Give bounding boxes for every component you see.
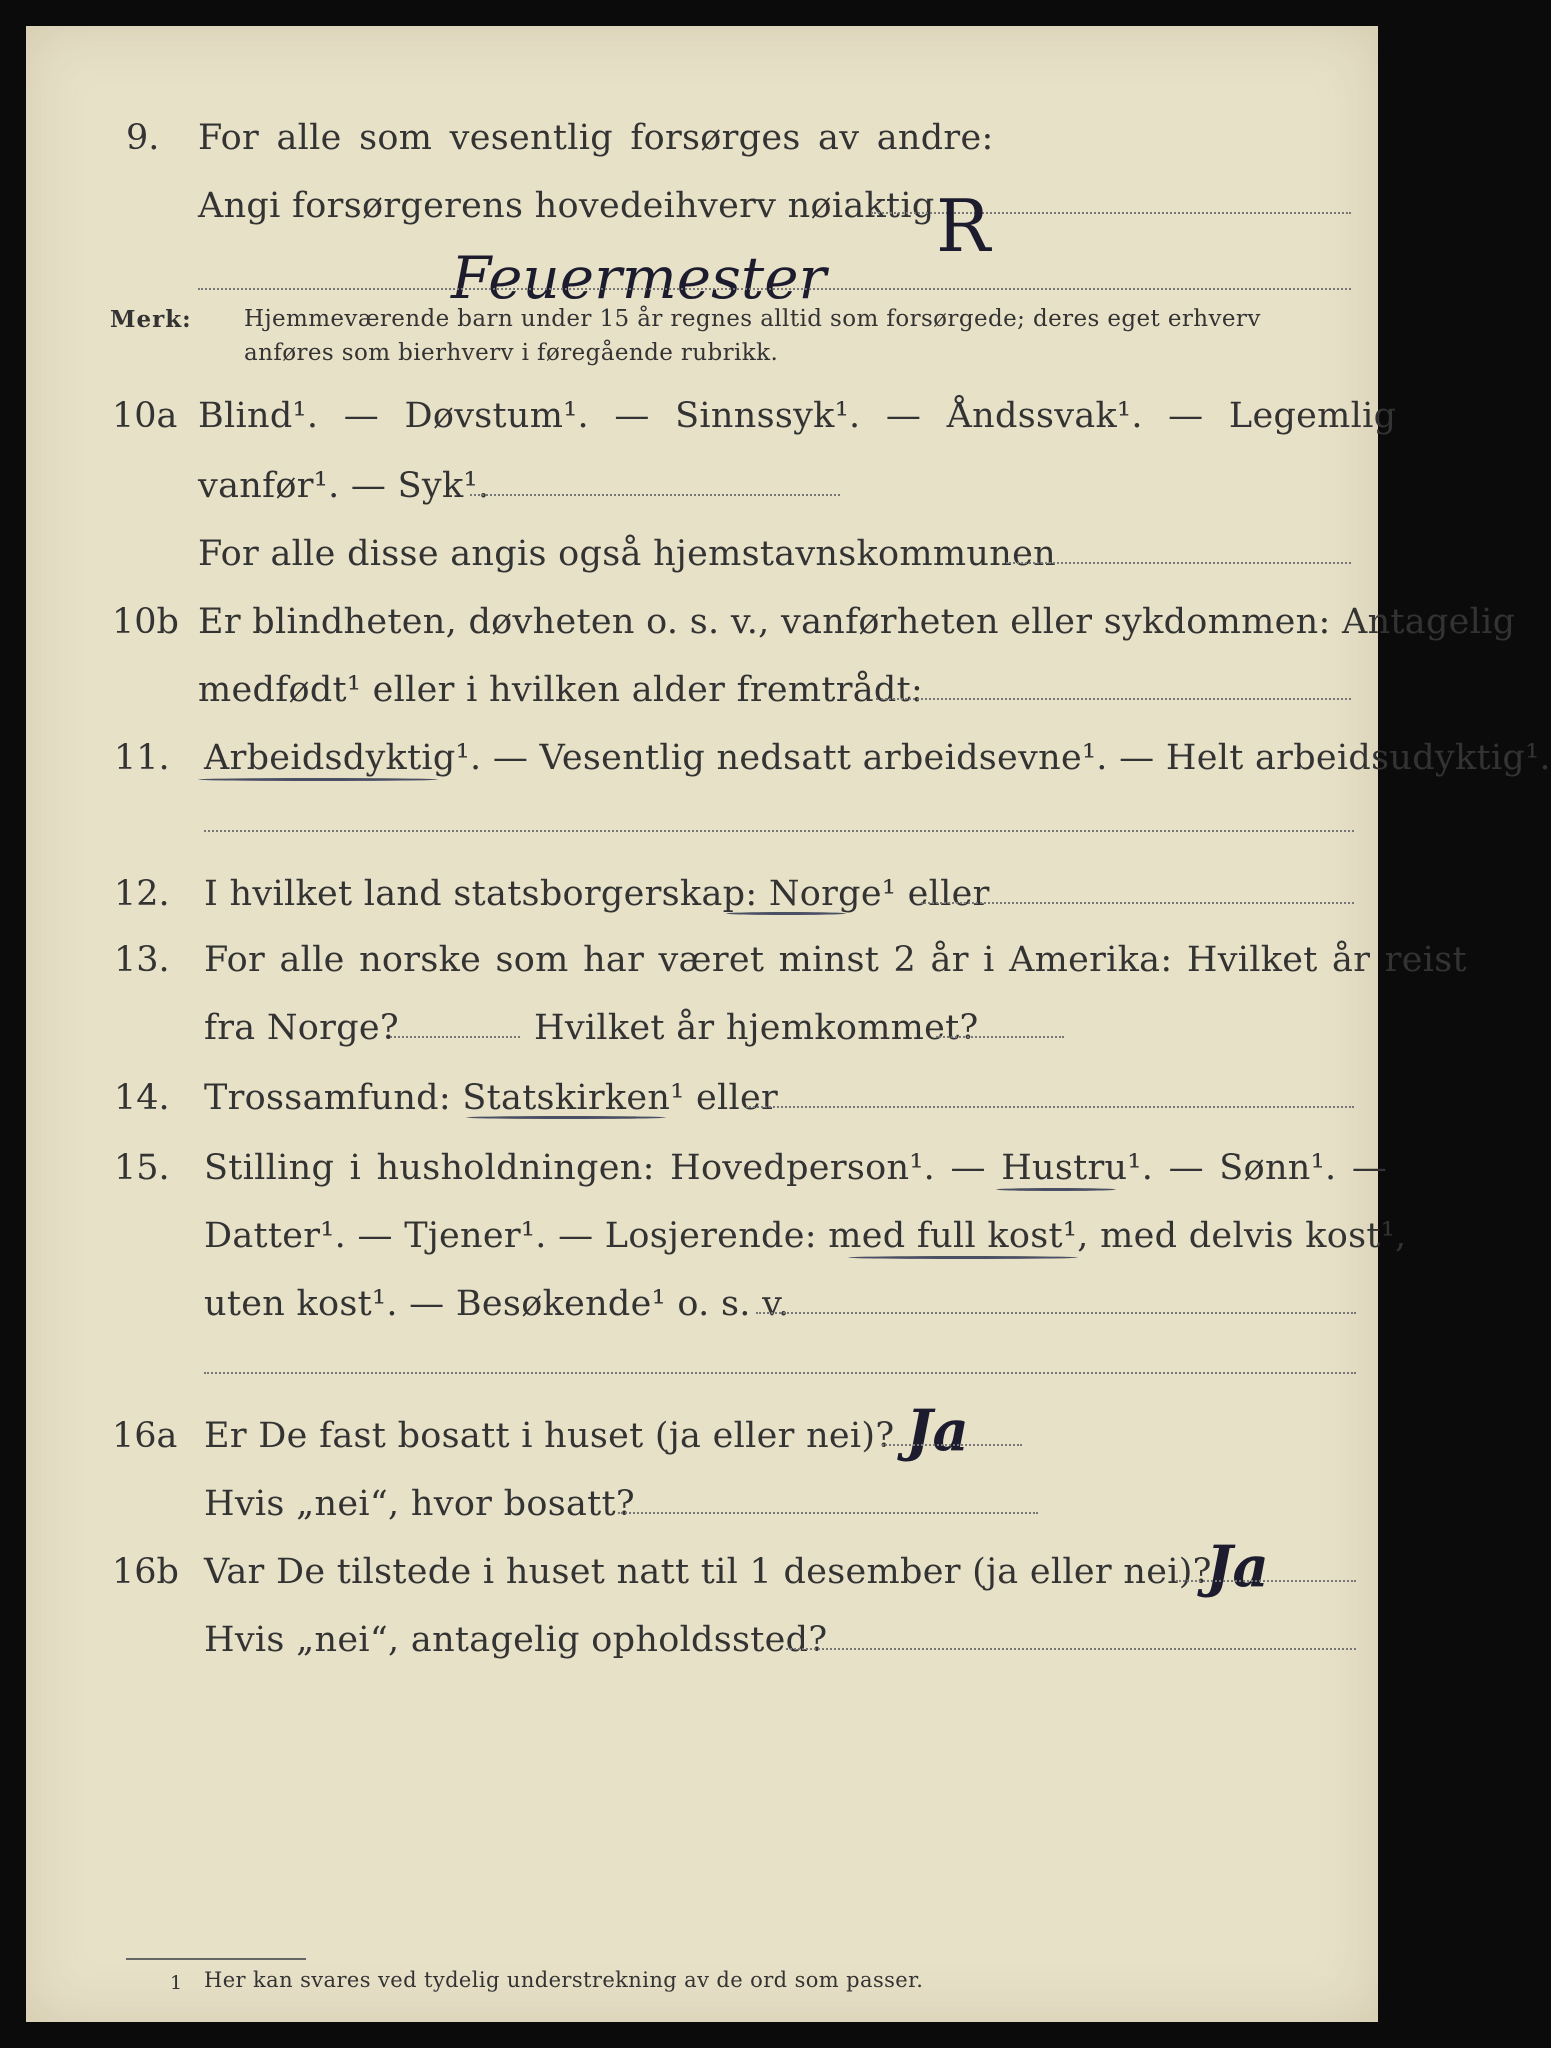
q15-answer-line <box>204 1372 1356 1374</box>
q11-underline-arbeidsdyktig <box>198 778 438 781</box>
q15-line2: Datter¹. — Tjener¹. — Losjerende: med full kost¹, med delvis kost¹, <box>204 1216 1407 1256</box>
q10a-line2: vanfør¹. — Syk¹. <box>198 466 490 506</box>
footnote-rule <box>126 1958 306 1960</box>
q12-underline-norge <box>726 912 846 915</box>
census-form-page <box>26 26 1551 2022</box>
q15-line1: Stilling i husholdningen: Hovedperson¹. — Hustru¹. — Sønn¹. — <box>204 1148 1388 1188</box>
q16b-line2-fill <box>786 1648 1356 1650</box>
q15-line3: uten kost¹. — Besøkende¹ o. s. v. <box>204 1284 790 1324</box>
q16a-handwritten-answer: Ja <box>906 1398 969 1464</box>
q9-number: 9. <box>126 118 160 158</box>
q10a-number: 10a <box>112 396 178 436</box>
q11-number: 11. <box>114 738 170 778</box>
q16b-line1-fill <box>1176 1580 1356 1582</box>
q15-number: 15. <box>114 1148 170 1188</box>
q16b-handwritten-answer: Ja <box>1206 1534 1269 1600</box>
q10a-line1: Blind¹. — Døvstum¹. — Sinnssyk¹. — Åndssvak¹. — Legemlig <box>198 396 1397 436</box>
q10a-line3: For alle disse angis også hjemstavnskommunen <box>198 534 1056 574</box>
q9-answer-line <box>198 288 1351 290</box>
q16a-line2: Hvis „nei“, hvor bosatt? <box>204 1484 635 1524</box>
q13-line2a-fill <box>390 1036 520 1038</box>
q16a-line2-fill <box>618 1512 1038 1514</box>
q15-underline-hustru <box>996 1188 1116 1191</box>
q12-number: 12. <box>114 874 170 914</box>
q14-number: 14. <box>114 1078 170 1118</box>
q9-handwritten-mark: R <box>936 184 991 268</box>
note-line2: anføres som bierhverv i føregående rubrikk. <box>244 340 779 366</box>
q13-line2a: fra Norge? <box>204 1008 399 1048</box>
q10b-line2: medfødt¹ eller i hvilken alder fremtrådt: <box>198 670 924 710</box>
q16a-line1-fill <box>882 1444 1022 1446</box>
q12-line1: I hvilket land statsborgerskap: Norge¹ eller <box>204 874 990 914</box>
q13-line2b-fill <box>936 1036 1064 1038</box>
q10b-line2-fill <box>876 698 1351 700</box>
q16a-line1: Er De fast bosatt i huset (ja eller nei)? <box>204 1416 895 1456</box>
q15-underline-med-full-kost <box>848 1256 1078 1259</box>
q16b-number: 16b <box>112 1552 179 1592</box>
q9-line2: Angi forsørgerens hovedeihverv nøiaktig <box>198 186 935 226</box>
q13-number: 13. <box>114 940 170 980</box>
footnote-marker: 1 <box>170 1972 183 1994</box>
q11-line1: Arbeidsdyktig¹. — Vesentlig nedsatt arbeidsevne¹. — Helt arbeidsudyktig¹. <box>204 738 1551 778</box>
q16b-line2: Hvis „nei“, antagelig opholdssted? <box>204 1620 828 1660</box>
q9-line1: For alle som vesentlig forsørges av andre: <box>198 118 994 158</box>
q14-line1: Trossamfund: Statskirken¹ eller <box>204 1078 779 1118</box>
q13-line2b: Hvilket år hjemkommet? <box>534 1008 979 1048</box>
q10a-line2-fill <box>470 494 840 496</box>
q15-line3-fill <box>756 1312 1356 1314</box>
q10a-line3-fill <box>1006 562 1351 564</box>
q16a-number: 16a <box>112 1416 178 1456</box>
note-line1: Hjemmeværende barn under 15 år regnes alltid som forsørgede; deres eget erhverv <box>244 306 1261 332</box>
q14-line-fill <box>746 1106 1354 1108</box>
footnote-text: Her kan svares ved tydelig understrekning av de ord som passer. <box>204 1968 924 1992</box>
q12-line-fill <box>921 902 1354 904</box>
q14-underline-statskirken <box>466 1116 666 1119</box>
note-label: Merk: <box>110 306 192 333</box>
q10b-number: 10b <box>112 602 179 642</box>
q10b-line1: Er blindheten, døvheten o. s. v., vanførheten eller sykdommen: Antagelig <box>198 602 1516 642</box>
q16b-line1: Var De tilstede i huset natt til 1 desember (ja eller nei)? <box>204 1552 1212 1592</box>
q11-answer-line <box>204 830 1354 832</box>
q9-handwritten-answer: Feuermester <box>451 244 827 312</box>
q13-line1: For alle norske som har været minst 2 år i Amerika: Hvilket år reist <box>204 940 1467 980</box>
